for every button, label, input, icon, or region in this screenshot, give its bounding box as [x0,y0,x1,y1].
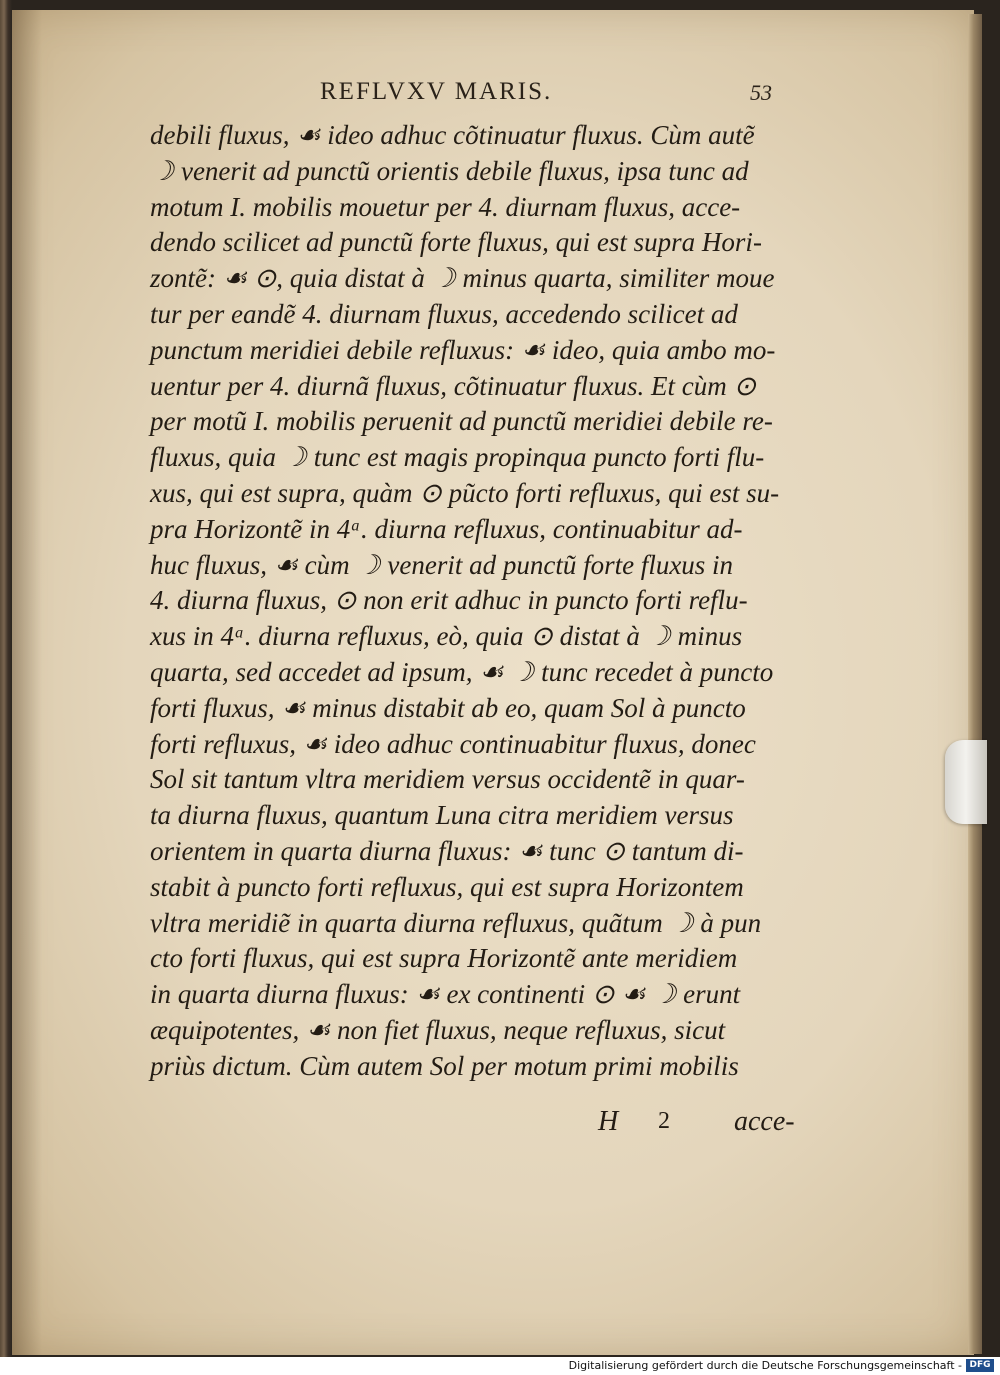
signature-mark: H [598,1106,619,1137]
footer-bar [0,1357,1000,1375]
text-line: æquipotentes, ☙ non fiet fluxus, neque refluxus, sicut [150,1014,726,1045]
page-gutter-shadow [12,10,42,1355]
body-text [150,118,810,1085]
catchword: acce- [734,1106,795,1137]
text-line: ☽ venerit ad punctũ orientis debile fluxus, ipsa tunc ad [150,155,749,186]
text-line: Sol sit tantum vltra meridiem versus occidentẽ in quar- [150,764,745,795]
text-line: pra Horizontẽ in 4ᵃ. diurna refluxus, continuabitur ad- [150,513,743,544]
text-line: zontẽ: ☙ ⊙, quia distat à ☽ minus quarta, similiter moue [150,263,775,294]
text-line: per motũ I. mobilis peruenit ad punctũ meridiei debile re- [150,406,773,437]
folio-number: 53 [750,80,772,105]
text-line: motum I. mobilis mouetur per 4. diurnam fluxus, acce- [150,191,741,222]
text-line: 4. diurna fluxus, ⊙ non erit adhuc in puncto forti reflu- [150,585,748,616]
text-line: dendo scilicet ad punctũ forte fluxus, qui est supra Hori- [150,227,762,258]
page-clip-tab [945,740,987,824]
text-line: punctum meridiei debile refluxus: ☙ ideo, quia ambo mo- [150,334,776,365]
text-line: quarta, sed accedet ad ipsum, ☙ ☽ tunc recedet à puncto [150,656,774,687]
text-line: huc fluxus, ☙ cùm ☽ venerit ad punctũ forte fluxus in [150,549,734,580]
text-line: stabit à puncto forti refluxus, qui est supra Horizontem [150,871,744,902]
signature-number: 2 [658,1108,670,1134]
running-title: REFLVXV MARIS. [320,78,553,105]
text-line: xus, qui est supra, quàm ⊙ pũcto forti refluxus, qui est su- [150,477,780,508]
text-line: forti fluxus, ☙ minus distabit ab eo, quam Sol à puncto [150,692,746,723]
text-line: priùs dictum. Cùm autem Sol per motum primi mobilis [150,1050,739,1081]
text-line: xus in 4ᵃ. diurna refluxus, eò, quia ⊙ distat à ☽ minus [150,621,743,652]
text-line: forti refluxus, ☙ ideo adhuc continuabitur fluxus, donec [150,728,756,759]
text-line: cto forti fluxus, qui est supra Horizontẽ ante meridiem [150,943,738,974]
digitization-credit: Digitalisierung gefördert durch die Deutsche Forschungsgemeinschaft - [568,1359,962,1372]
text-line: fluxus, quia ☽ tunc est magis propinqua puncto forti flu- [150,442,765,473]
text-line: debili fluxus, ☙ ideo adhuc cõtinuatur fluxus. Cùm autẽ [150,120,755,150]
text-line: vltra meridiẽ in quarta diurna refluxus, quãtum ☽ à pun [150,907,762,938]
text-line: in quarta diurna fluxus: ☙ ex continenti ⊙ ☙ ☽ erunt [150,979,741,1010]
text-line: tur per eandẽ 4. diurnam fluxus, accedendo scilicet ad [150,298,738,329]
text-line: ta diurna fluxus, quantum Luna citra meridiem versus [150,800,734,831]
dfg-logo-icon: DFG [966,1359,994,1372]
text-line: uentur per 4. diurnã fluxus, cõtinuatur fluxus. Et cùm ⊙ [150,370,757,401]
page-edge [968,14,982,1354]
text-line: orientem in quarta diurna fluxus: ☙ tunc ⊙ tantum di- [150,835,744,866]
signature-line [598,1106,813,1140]
